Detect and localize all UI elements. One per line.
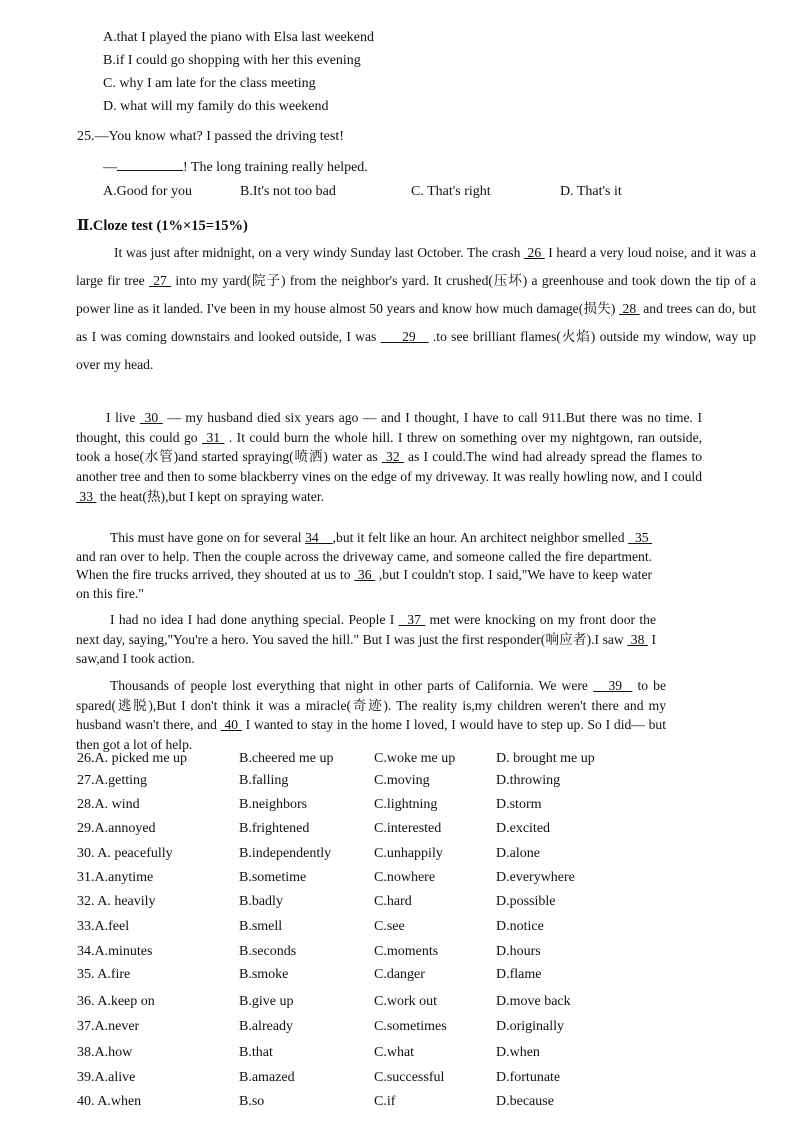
answer-blank: 40 [220, 717, 242, 732]
choice-option: C.moving [374, 773, 430, 788]
choice-option: C.interested [374, 821, 442, 836]
answer-blank: 32 [381, 449, 404, 465]
choice-option: 31.A.anytime [77, 870, 154, 885]
choice-option: 39.A.alive [77, 1070, 136, 1085]
choice-option: 28.A. wind [77, 797, 140, 812]
choice-option: C.nowhere [374, 870, 436, 885]
choice-option: B.badly [239, 894, 283, 909]
answer-blank: 34 [305, 530, 333, 545]
choice-option: B.independently [239, 846, 332, 861]
answer-blank: 37 [398, 612, 426, 627]
passage-paragraph-4 [76, 610, 656, 669]
choice-option: B.already [239, 1019, 294, 1034]
choice-option: 38.A.how [77, 1045, 133, 1060]
choice-option: 37.A.never [77, 1019, 140, 1034]
choice-option: B.frightened [239, 821, 310, 836]
passage-text: I saw,and I took action. [76, 631, 656, 666]
answer-blank: 33 [76, 488, 97, 504]
passage-text: This must have gone on for several [110, 530, 306, 545]
choice-option: 40. A.when [77, 1094, 142, 1109]
q25-option-b: B.It's not too bad [240, 184, 336, 199]
passage-text: It was just after midnight, on a very windy Sunday last October. The crash [114, 245, 524, 260]
choice-option: 26.A. picked me up [77, 751, 188, 766]
passage-text: I wanted to stay in the home I loved, I would have to step up. So I did— but then got a lot of help. [76, 717, 667, 752]
section-heading: Ⅱ.Cloze test (1%×15=15%) [77, 218, 248, 234]
answer-blank: 38 [627, 631, 648, 647]
q25-answer-blank [117, 156, 183, 171]
choice-option: B.that [239, 1045, 273, 1060]
choice-option: D.when [496, 1045, 540, 1060]
choice-option: C.if [374, 1094, 396, 1109]
choice-option: B.smoke [239, 967, 289, 982]
answer-blank: 30 [140, 410, 163, 425]
q24-option-c: C. why I am late for the class meeting [103, 76, 316, 91]
answer-blank: 26 [523, 245, 545, 260]
choice-option: B.falling [239, 773, 289, 788]
passage-text: Thousands of people lost everything that night in other parts of California. We were [110, 678, 594, 693]
answer-blank: 36 [354, 567, 376, 583]
passage-text: the heat(热),but I kept on spraying water. [96, 488, 325, 504]
passage-paragraph-1 [76, 239, 756, 379]
q25-stem: 25.—You know what? I passed the driving test! [77, 129, 344, 144]
q25-option-d: D. That's it [560, 184, 622, 199]
choice-option: 30. A. peacefully [77, 846, 173, 861]
passage-text: I live [106, 410, 141, 425]
choice-option: B.neighbors [239, 797, 308, 812]
choice-option: D.possible [496, 894, 556, 909]
q25-reply-dash: — [103, 160, 117, 175]
passage-paragraph-2 [76, 408, 702, 507]
passage-text: to be spared(逃脱),But I don't think it was a miracle(奇迹). The reality is,my children weren't there and my husband wasn't there, and [76, 678, 667, 732]
passage-text: I had no idea I had done anything special. People I [110, 612, 399, 627]
choice-option: C.sometimes [374, 1019, 447, 1034]
q25-reply-text: ! The long training really helped. [183, 160, 368, 175]
passage-paragraph-5 [76, 676, 666, 754]
choice-option: D. brought me up [496, 751, 595, 766]
passage-text: ,but I couldn't stop. I said,"We have to keep water on this fire." [76, 567, 653, 601]
passage-text: as I could.The wind had already spread the flames to another tree and then to some blackberry vines on the edge of my driveway. It was really howling now, and I could [76, 449, 703, 485]
q25-option-a: A.Good for you [103, 184, 193, 199]
choice-option: C.moments [374, 944, 439, 959]
choice-option: B.smell [239, 919, 283, 934]
passage-text: met were knocking on my front door the next day, saying,"You're a hero. You saved the hill." But I was just the first responder(响应者).I saw [76, 612, 656, 647]
choice-option: D.fortunate [496, 1070, 561, 1085]
choice-option: B.so [239, 1094, 265, 1109]
q24-option-a: A.that I played the piano with Elsa last weekend [103, 30, 374, 45]
passage-text: — my husband died six years ago — and I thought, I have to call 911.But there was no time. I thought, this could go [76, 410, 702, 445]
answer-blank: 31 [202, 429, 225, 445]
choice-option: D.hours [496, 944, 541, 959]
choice-option: D.alone [496, 846, 540, 861]
choice-option: C.lightning [374, 797, 438, 812]
choice-option: C.work out [374, 994, 437, 1009]
choice-option: C.unhappily [374, 846, 443, 861]
choice-option: 33.A.feel [77, 919, 130, 934]
choice-option: 36. A.keep on [77, 994, 155, 1009]
choice-option: D.move back [496, 994, 571, 1009]
q25-option-c: C. That's right [411, 184, 491, 199]
passage-text: into my yard(院子) from the neighbor's yard. It crushed(压坏) a greenhouse and took down the tip of a power line as it landed. I've been in my house almost 50 years and know how much damage(损失) [76, 273, 756, 316]
choice-option: B.give up [239, 994, 294, 1009]
choice-option: B.sometime [239, 870, 307, 885]
choice-option: D.originally [496, 1019, 565, 1034]
answer-blank: 35 [628, 530, 652, 545]
answer-blank: 28 [618, 301, 640, 316]
answer-blank: 27 [148, 273, 172, 288]
answer-blank: 39 [593, 678, 633, 693]
choice-option: B.seconds [239, 944, 297, 959]
choice-option: D.storm [496, 797, 542, 812]
choice-option: B.amazed [239, 1070, 295, 1085]
q25-reply [103, 156, 368, 177]
choice-option: 34.A.minutes [77, 944, 153, 959]
choice-option: D.because [496, 1094, 554, 1109]
q24-option-b: B.if I could go shopping with her this evening [103, 53, 361, 68]
passage-text: .to see brilliant flames(火焰) outside my window, way up over my head. [76, 329, 757, 372]
passage-text: ,but it felt like an hour. An architect neighbor smelled [332, 530, 629, 545]
choice-option: D.excited [496, 821, 551, 836]
choice-option: 35. A.fire [77, 967, 131, 982]
choice-option: D.notice [496, 919, 544, 934]
q24-option-d: D. what will my family do this weekend [103, 99, 329, 114]
choice-option: B.cheered me up [239, 751, 334, 766]
choice-option: C.see [374, 919, 405, 934]
choice-option: D.everywhere [496, 870, 575, 885]
choice-option: 32. A. heavily [77, 894, 156, 909]
choice-option: C.hard [374, 894, 412, 909]
passage-text: . It could burn the whole hill. I threw on something over my nightgown, ran outside, took a hose(水管)and started spraying(喷洒) water as [76, 429, 703, 465]
choice-option: 29.A.annoyed [77, 821, 156, 836]
passage-paragraph-3 [76, 529, 652, 603]
choice-option: D.throwing [496, 773, 561, 788]
answer-blank: 29 [380, 329, 429, 344]
choice-option: C.successful [374, 1070, 445, 1085]
choice-option: C.woke me up [374, 751, 456, 766]
choice-option: C.what [374, 1045, 415, 1060]
choice-option: 27.A.getting [77, 773, 147, 788]
passage-text: I heard a very loud noise, and it was a large fir tree [76, 245, 756, 288]
choice-option: C.danger [374, 967, 425, 982]
passage-text: and trees can do, but as I was coming downstairs and looked outside, I was [76, 301, 757, 344]
choice-option: D.flame [496, 967, 542, 982]
passage-text: and ran over to help. Then the couple across the driveway came, and someone called the fire department. When the fire trucks arrived, they shouted at us to [76, 548, 652, 583]
